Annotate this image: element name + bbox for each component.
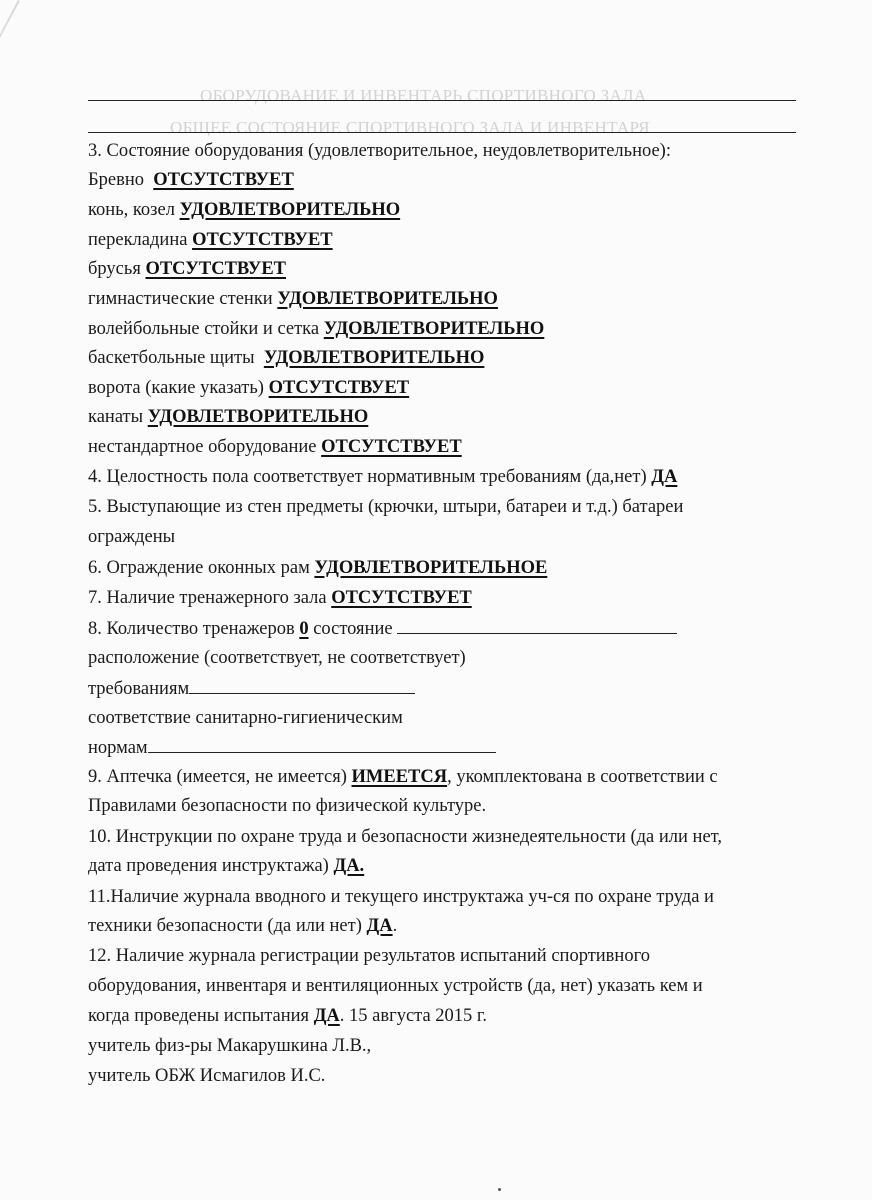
item9-text-b: , укомплектована в соответствии с: [447, 767, 718, 787]
scan-artifact: [0, 0, 20, 120]
equipment-value: УДОВЛЕТВОРИТЕЛЬНО: [147, 407, 369, 427]
item9-row: [88, 766, 718, 788]
item8-line-5: нормам: [88, 738, 148, 758]
item4-value: ДА: [651, 467, 678, 487]
faint-header-line-2: ОБЩЕЕ СОСТОЯНИЕ СПОРТИВНОГО ЗАЛА И ИНВЕНТАРЯ: [170, 118, 650, 137]
item6-row: [88, 557, 547, 579]
item7-text: 7. Наличие тренажерного зала: [88, 588, 327, 608]
item10-line-1: 10. Инструкции по охране труда и безопасности жизнедеятельности (да или нет,: [88, 827, 722, 847]
blank-field: [397, 617, 677, 634]
equipment-label: Бревно: [88, 170, 144, 190]
equipment-label: баскетбольные щиты: [88, 348, 255, 368]
item8-row: [88, 617, 677, 640]
equipment-value: ОТСУТСТВУЕТ: [321, 437, 462, 457]
item11-row-2: [88, 915, 397, 937]
item8-line-2: расположение (соответствует, не соответствует): [88, 648, 466, 668]
equipment-row: [88, 318, 544, 340]
item5-line-2: ограждены: [88, 527, 176, 547]
equipment-label: ворота (какие указать): [88, 378, 264, 398]
item6-text: 6. Ограждение оконных рам: [88, 558, 310, 578]
item9-line-2: Правилами безопасности по физической культуре.: [88, 796, 487, 816]
item4-text: 4. Целостность пола соответствует нормативным требованиям (да,нет): [88, 467, 647, 487]
blank-field: [148, 736, 496, 753]
equipment-value: ОТСУТСТВУЕТ: [153, 170, 294, 190]
item11-line-2: техники безопасности (да или нет): [88, 916, 362, 936]
section3-title: 3. Состояние оборудования (удовлетворительное, неудовлетворительное):: [88, 141, 671, 161]
item8-line-3-row: [88, 677, 415, 700]
equipment-label: брусья: [88, 259, 141, 279]
item7-row: [88, 587, 472, 609]
equipment-label: перекладина: [88, 230, 188, 250]
equipment-row: [88, 347, 484, 369]
equipment-row: [88, 199, 400, 221]
signature-line: учитель ОБЖ Исмагилов И.С.: [88, 1066, 326, 1086]
item8-count: 0: [299, 619, 309, 639]
item8-line-4: соответствие санитарно-гигиеническим: [88, 708, 403, 728]
item12-row-3: [88, 1005, 487, 1027]
equipment-row: [88, 229, 333, 251]
item8-text-a: 8. Количество тренажеров: [88, 619, 295, 639]
blank-field: [189, 677, 415, 694]
equipment-row: [88, 436, 462, 458]
item10-line-2: дата проведения инструктажа): [88, 856, 329, 876]
scan-speck: [498, 1188, 501, 1191]
faint-header-line-1: ОБОРУДОВАНИЕ И ИНВЕНТАРЬ СПОРТИВНОГО ЗАЛА: [200, 86, 647, 105]
item12-line-1: 12. Наличие журнала регистрации результатов испытаний спортивного: [88, 946, 650, 966]
equipment-label: нестандартное оборудование: [88, 437, 317, 457]
item8-line-3: требованиям: [88, 679, 190, 699]
signature-line: учитель физ-ры Макарушкина Л.В.,: [88, 1036, 372, 1056]
equipment-label: канаты: [88, 407, 144, 427]
equipment-row: [88, 288, 498, 310]
item12-after: . 15 августа 2015 г.: [339, 1006, 488, 1026]
equipment-value: УДОВЛЕТВОРИТЕЛЬНО: [323, 319, 545, 339]
item8-line-5-row: [88, 736, 496, 759]
equipment-value: ОТСУТСТВУЕТ: [268, 378, 410, 398]
item12-value: ДА: [313, 1006, 340, 1026]
item10-value: ДА.: [333, 856, 365, 876]
equipment-row: [88, 377, 409, 399]
item5-line-1: 5. Выступающие из стен предметы (крючки, штыри, батареи и т.д.) батареи: [88, 497, 684, 517]
equipment-label: волейбольные стойки и сетка: [88, 319, 320, 339]
item8-text-b: состояние: [313, 619, 393, 639]
item9-text-a: 9. Аптечка (имеется, не имеется): [88, 767, 347, 787]
blank-rule-2: [88, 132, 796, 133]
equipment-row: [88, 406, 368, 428]
blank-rule-1: [88, 100, 796, 101]
equipment-value: УДОВЛЕТВОРИТЕЛЬНО: [179, 200, 401, 220]
equipment-label: конь, козел: [88, 200, 175, 220]
item9-value: ИМЕЕТСЯ: [351, 767, 448, 787]
item11-line-1: 11.Наличие журнала вводного и текущего инструктажа уч-ся по охране труда и: [88, 887, 714, 907]
item12-line-3: когда проведены испытания: [88, 1006, 310, 1026]
item11-after: .: [392, 916, 398, 936]
item6-value: УДОВЛЕТВОРИТЕЛЬНОЕ: [314, 558, 548, 578]
item11-value: ДА: [366, 916, 393, 936]
item7-value: ОТСУТСТВУЕТ: [331, 588, 472, 608]
equipment-value: ОТСУТСТВУЕТ: [192, 230, 333, 250]
item12-line-2: оборудования, инвентаря и вентиляционных устройств (да, нет) указать кем и: [88, 976, 703, 996]
equipment-row: [88, 258, 286, 280]
item4-row: [88, 466, 677, 488]
equipment-row: [88, 169, 294, 191]
equipment-value: ОТСУТСТВУЕТ: [145, 259, 287, 279]
item10-row-2: [88, 855, 364, 877]
equipment-label: гимнастические стенки: [88, 289, 273, 309]
equipment-value: УДОВЛЕТВОРИТЕЛЬНО: [277, 289, 498, 309]
equipment-value: УДОВЛЕТВОРИТЕЛЬНО: [263, 348, 485, 368]
